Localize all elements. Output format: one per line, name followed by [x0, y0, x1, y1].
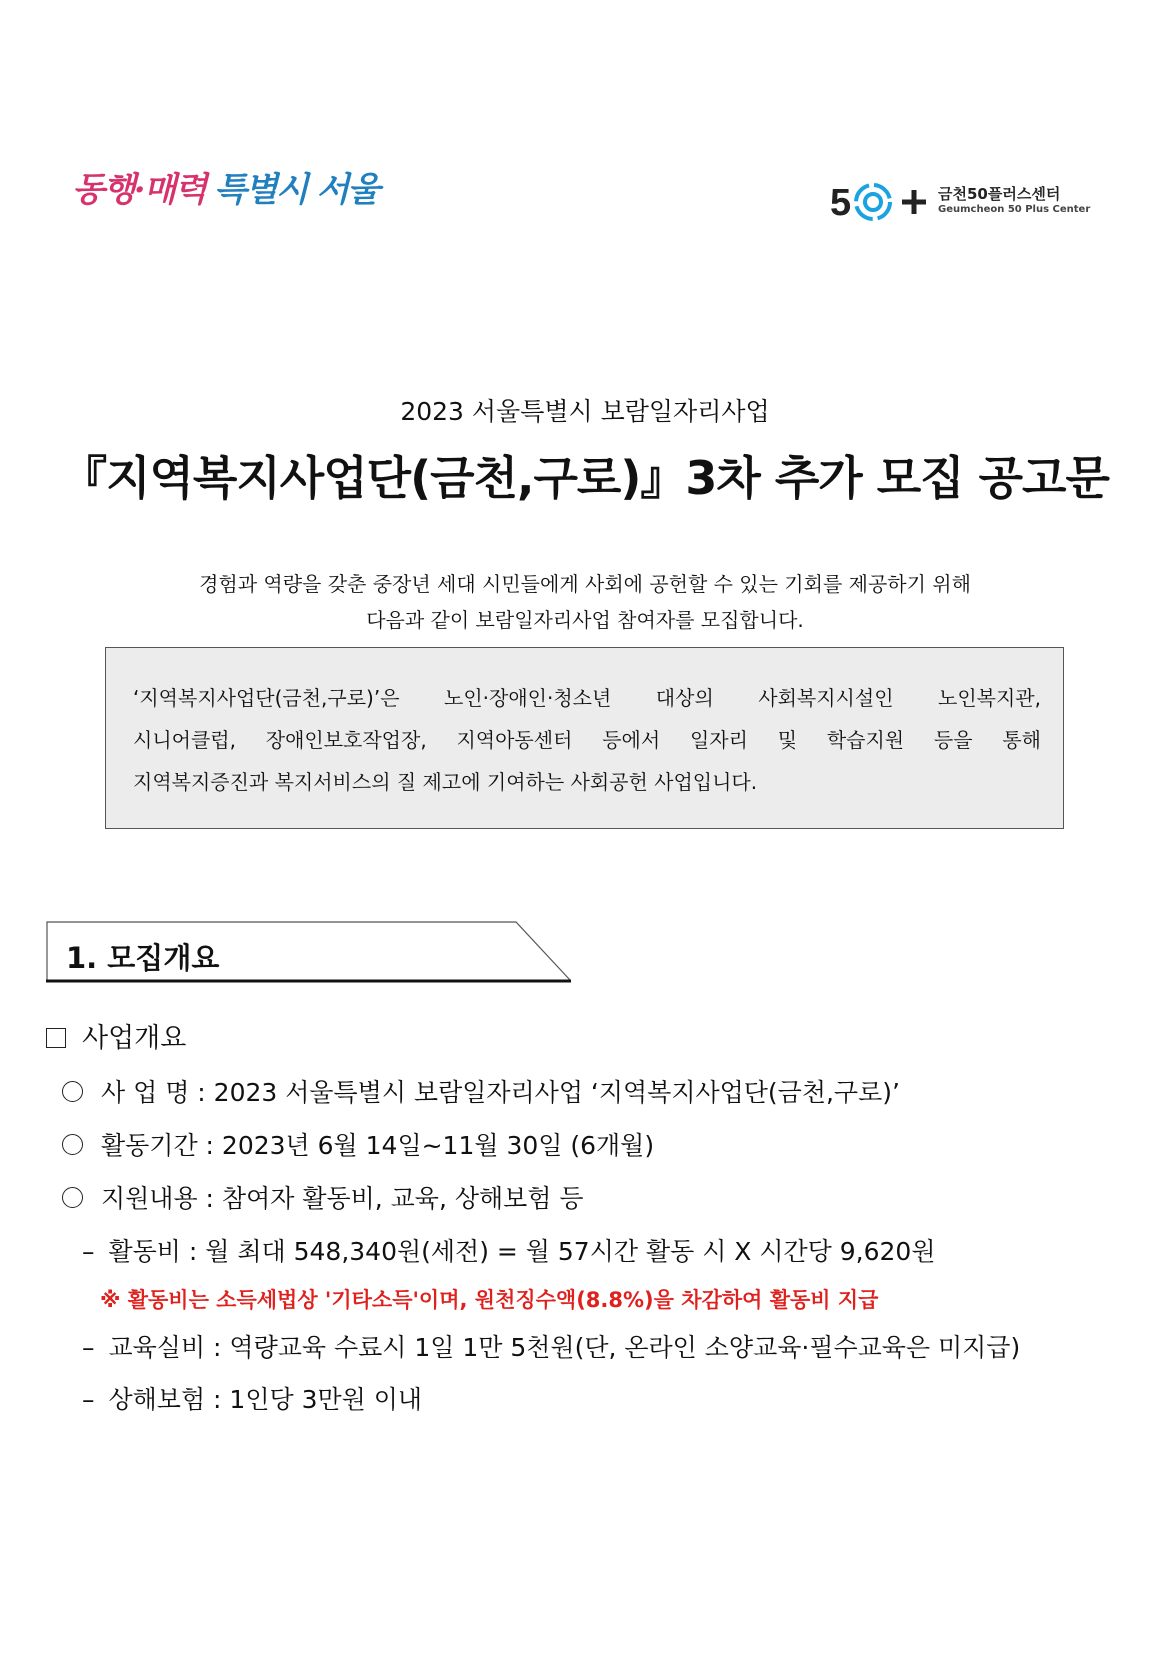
checkbox-square-icon	[46, 1028, 66, 1048]
dash-bullet: –	[82, 1385, 95, 1414]
center-name-english: Geumcheon 50 Plus Center	[938, 204, 1091, 215]
section-heading-recruitment-overview	[46, 920, 571, 990]
period-text: 활동기간 : 2023년 6월 14일~11월 30일 (6개월)	[101, 1131, 655, 1160]
activity-fee-text: 활동비 : 월 최대 548,340원(세전) = 월 57시간 활동 시 X 시간당 9,620원	[108, 1237, 936, 1266]
support-text: 지원내용 : 참여자 활동비, 교육, 상해보험 등	[101, 1184, 584, 1213]
document-subtitle: 2023 서울특별시 보람일자리사업	[400, 397, 770, 426]
ring-outer-icon	[856, 185, 890, 219]
overview-title: 사업개요	[82, 1023, 187, 1054]
center-name: 금천50플러스센터	[938, 185, 1061, 203]
dash-bullet: –	[82, 1237, 95, 1266]
education-fee-line	[82, 1328, 1020, 1364]
intro-text	[0, 566, 1170, 638]
circle-bullet-icon	[62, 1134, 83, 1155]
box-line-1: ‘지역복지사업단(금천,구로)’은 노인·장애인·청소년 대상의 사회복지시설인 노인복지관,	[133, 686, 1041, 710]
plus-icon	[902, 190, 926, 214]
project-description-box	[105, 647, 1064, 829]
logo-mark-digit: 5	[830, 182, 852, 224]
education-fee-text: 교육실비 : 역량교육 수료시 1일 1만 5천원(단, 온라인 소양교육·필수교육은 미지급)	[108, 1333, 1021, 1362]
dash-bullet: –	[82, 1333, 95, 1362]
project-name-text: 사 업 명 : 2023 서울특별시 보람일자리사업 ‘지역복지사업단(금천,구로)’	[101, 1078, 900, 1107]
overview-heading	[46, 1016, 186, 1055]
circle-bullet-icon	[62, 1081, 83, 1102]
seoul-city-logo	[72, 162, 379, 232]
intro-line-1: 경험과 역량을 갖춘 중장년 세대 시민들에게 사회에 공헌할 수 있는 기회를 제공하기 위해	[199, 572, 971, 596]
section-heading-text: 1. 모집개요	[66, 941, 220, 975]
tax-note: ※ 활동비는 소득세법상 '기타소득'이며, 원천징수액(8.8%)을 차감하여 활동비 지급	[100, 1288, 879, 1312]
box-line-2: 시니어클럽, 장애인보호작업장, 지역아동센터 등에서 일자리 및 학습지원 등을 통해	[133, 728, 1041, 752]
insurance-text: 상해보험 : 1인당 3만원 이내	[108, 1385, 423, 1414]
box-line-3: 지역복지증진과 복지서비스의 질 제고에 기여하는 사회공헌 사업입니다.	[133, 770, 758, 794]
activity-fee-line	[82, 1232, 935, 1268]
intro-line-2: 다음과 같이 보람일자리사업 참여자를 모집합니다.	[366, 608, 804, 632]
geumcheon-50plus-logo	[830, 178, 1090, 228]
overview-item-project-name	[62, 1073, 900, 1109]
overview-item-period	[62, 1126, 654, 1162]
circle-bullet-icon	[62, 1187, 83, 1208]
insurance-line	[82, 1380, 422, 1416]
seoul-logo-text-part2: 특별시 서울	[214, 170, 379, 210]
fifty-plus-mark-icon	[830, 178, 935, 228]
overview-item-support	[62, 1179, 584, 1215]
document-title: 『지역복지사업단(금천,구로)』3차 추가 모집 공고문	[61, 451, 1109, 505]
ring-inner-icon	[865, 194, 881, 210]
seoul-logo-text-part1: 동행·매력	[72, 170, 206, 210]
